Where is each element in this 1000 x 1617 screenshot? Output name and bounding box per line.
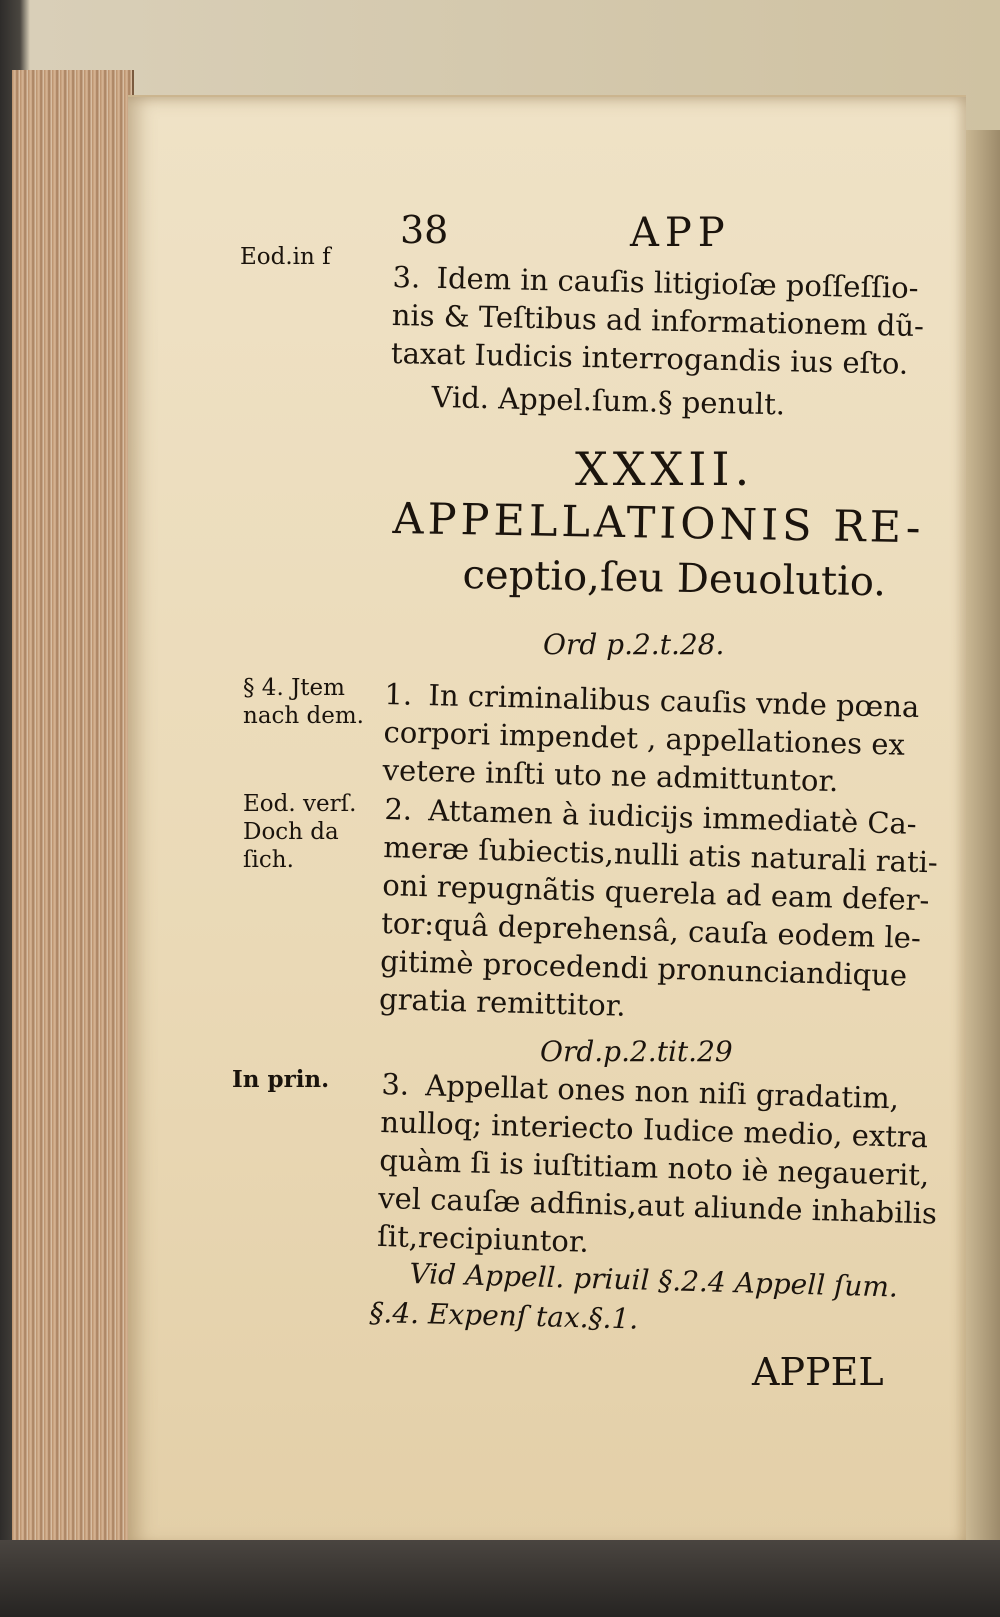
para1-line-1: In criminalibus cauſis vnde pœna (428, 678, 920, 725)
para2-line-4: tor:quâ deprehensâ, cauſa eodem le- (380, 905, 922, 956)
chapter-title-line-2: ceptio,ſeu Deuolutio. (462, 552, 887, 606)
page-number: 38 (400, 208, 449, 252)
para2-line-1: Attamen à iudicijs immediatè Ca- (427, 793, 918, 841)
section1-line-3: taxat Iudicis interrogandis ius eſto. (390, 335, 909, 381)
para2-line-5: gitimè procedendi pronunciandique (379, 943, 908, 993)
margin-note-1: Eod.in f (240, 244, 331, 270)
para3-reference-line-1: Vid Appell. priuil §.2.4 Appell ſum. (409, 1256, 899, 1304)
para3-line-5: ſit,recipiuntor. (376, 1218, 590, 1259)
margin-note-2 (243, 674, 364, 730)
margin-note-2-line-1: § 4. Jtem (243, 675, 345, 701)
para3-line-2: nulloq; interiecto Iudice medio, extra (379, 1104, 929, 1155)
section1-line-1: Idem in cauſis litigioſæ poſſeſſio- (436, 260, 919, 306)
margin-note-3-line-2: Doch da (243, 819, 339, 845)
bottom-shadow (0, 1540, 1000, 1617)
chapter-title-line-1: APPELLATIONIS RE- (392, 494, 925, 554)
para3-line-3: quàm ſi is iuſtitiam noto iè negauerit, (378, 1142, 930, 1193)
section1-number: 3. (392, 259, 421, 295)
section1-line-2: nis & Teſtibus ad informationem dũ- (391, 297, 925, 344)
para1-line-3: vetere inſti uto ne admittuntor. (382, 752, 839, 799)
para2-line-2: meræ ſubiectis,nulli atis naturali rati- (382, 829, 939, 880)
section1-reference: Vid. Appel.ſum.§ penult. (431, 379, 786, 422)
para3-reference-line-2: §.4. Expenſ tax.§.1. (369, 1295, 639, 1336)
margin-note-3-line-1: Eod. verſ. (243, 791, 357, 817)
left-page-edges (12, 70, 134, 1550)
para1-text (382, 675, 920, 802)
running-head: APP (630, 210, 731, 256)
para3-line-1: Appellat ones non niſi gradatim, (424, 1068, 900, 1116)
margin-note-3 (243, 790, 356, 874)
para2-text (379, 790, 940, 1033)
para3-source: Ord.p.2.tit.29 (540, 1035, 733, 1068)
para2-number: 2. (383, 791, 413, 827)
para3-number: 3. (380, 1066, 410, 1102)
para3-line-4: vel cauſæ adfinis,aut aliunde inhabilis (377, 1180, 938, 1231)
right-page-edge (960, 130, 1000, 1550)
section1-text (391, 258, 925, 383)
para3-text (377, 1065, 941, 1271)
margin-note-3-line-3: ſich. (243, 847, 294, 873)
para1-line-2: corpori impendet , appellationes ex (383, 714, 906, 762)
chapter-numeral: XXXII. (575, 442, 755, 496)
para1-number: 1. (384, 676, 413, 712)
margin-note-2-line-2: nach dem. (243, 703, 364, 729)
para2-line-6: gratia remittitor. (378, 981, 627, 1023)
margin-note-4: In prin. (232, 1066, 330, 1093)
chapter-source: Ord p.2.t.28. (543, 628, 725, 661)
para2-line-3: oni repugnãtis querela ad eam defer- (381, 867, 930, 918)
catchword: APPEL (752, 1350, 884, 1394)
